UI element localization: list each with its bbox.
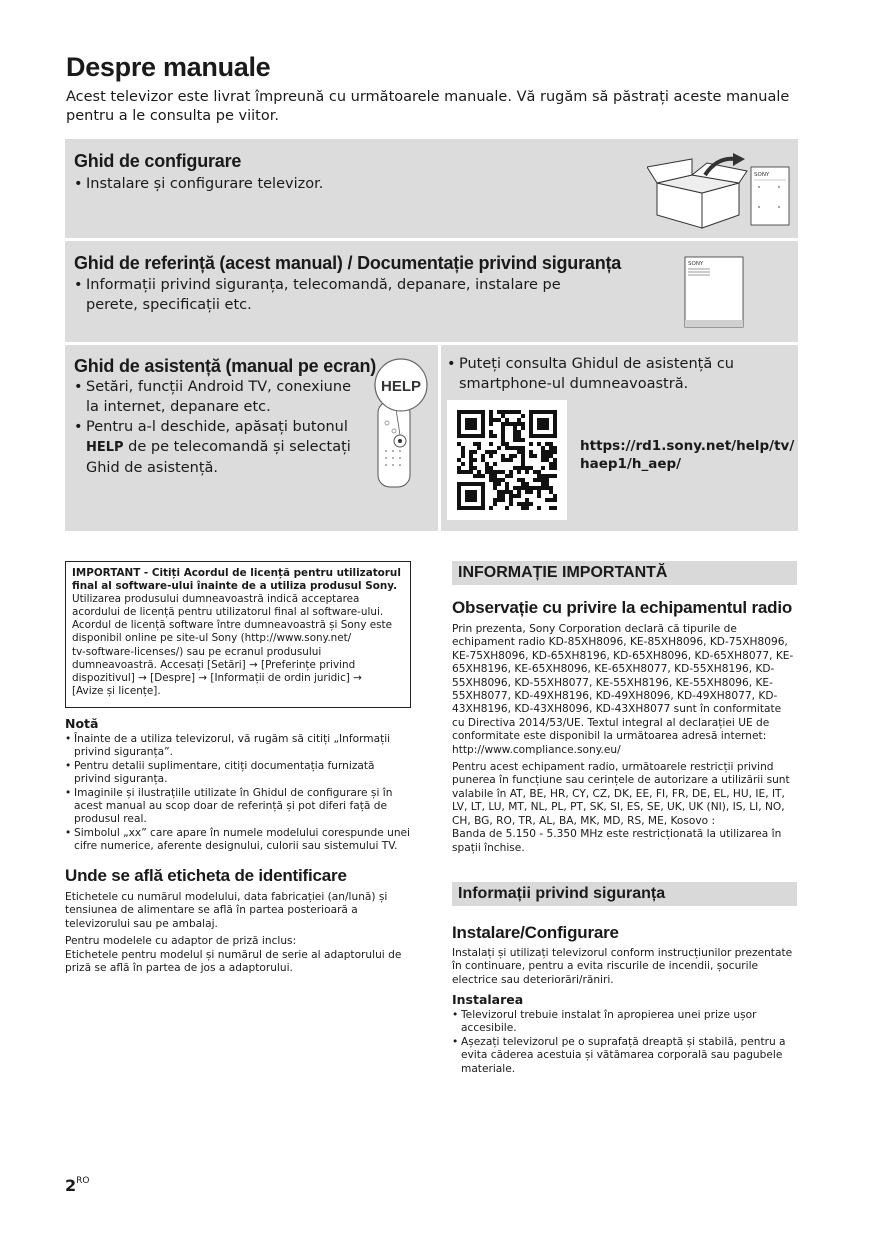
important-info-bar (452, 561, 797, 585)
note-list (65, 733, 410, 854)
reference-manual-illustration (684, 256, 746, 330)
license-notice-heading: IMPORTANT - Citiți Acordul de licență pentru utilizatorul final al software-ului înainte de a utiliza produsul Sony. (72, 567, 401, 593)
installation-item: • Așezați televizorul pe o suprafață dreaptă și stabilă, pentru a evita căderea acestuia și vătămarea corporală sau pagubele materiale. (452, 1036, 797, 1076)
radio-paragraph: Pentru acest echipament radio, următoarele restricții privind punerea în funcțiune sau cerințele de autorizare a utilizării sunt valabile în AT, BE, HR, CY, CZ, DK, EE, FI, FR, DE, EL, HU, IE, IT, LV, LT, LU, MT, NL, PL, PT, SK, SI, ES, SE, UK, UK (NI), IS, LI, NO, CH, BG, RO, TR, AL, BA, MK, MD, RS, ME, Kosovo : (452, 761, 790, 827)
help-guide-panel (65, 345, 438, 531)
install-paragraph: Instalați și utilizați televizorul conform instrucțiunilor prezentate în continuare, pentru a evita riscurile de incendii, șocurile electrice sau deteriorări/răniri. (452, 947, 793, 986)
installation-list (452, 1009, 797, 1076)
note-heading: Notă (65, 716, 99, 731)
help-qr-panel (441, 345, 798, 531)
safety-bar (452, 882, 797, 906)
license-notice-line: tv-software-licenses/) sau pe ecranul produsului (72, 645, 322, 658)
license-notice-line: [Avize și licențe]. (72, 684, 161, 697)
license-notice-line: dumneavoastră. Accesați [Setări] → [Preferințe privind (72, 658, 356, 671)
help-guide-bullet-2: • Pentru a-l deschide, apăsați butonul HELP de pe telecomandă și selectați Ghid de asistență. (74, 417, 364, 478)
reference-guide-panel (65, 241, 798, 342)
intro-text: Acest televizor este livrat împreună cu următoarele manuale. Vă rugăm să păstrați aceste manuale pentru a le consulta pe viitor. (66, 89, 790, 124)
safety-bar-label: Informații privind siguranța (458, 885, 666, 902)
box-and-manual-illustration (647, 153, 792, 233)
page-number: $2^{RO}$ (65, 1176, 90, 1195)
reference-guide-bullet: • Informații privind siguranța, telecomandă, depanare, instalare pe perete, specificații etc. (74, 275, 566, 315)
license-notice-line: dispozitivul] → [Despre] → [Informații de ordin juridic] → (72, 671, 362, 684)
license-notice-line: disponibil online pe site-ul Sony (http://www.sony.net/ (72, 632, 352, 645)
setup-guide-title: Ghid de configurare (74, 151, 242, 171)
setup-guide-panel (65, 139, 798, 238)
installation-subheading: Instalarea (452, 992, 524, 1007)
license-notice-line: Utilizarea produsului dumneavoastră indică acceptarea (72, 593, 360, 606)
note-item: • Înainte de a utiliza televizorul, vă rugăm să citiți „Informații privind siguranța”. (65, 733, 410, 760)
note-item: • Pentru detalii suplimentare, citiți documentația furnizată privind siguranța. (65, 760, 410, 787)
reference-guide-title: Ghid de referință (acest manual) / Documentație privind siguranța (74, 253, 622, 273)
qr-code[interactable] (447, 400, 567, 520)
important-info-bar-label: INFORMAȚIE IMPORTANTĂ (458, 564, 668, 581)
qr-code-icon (447, 400, 567, 520)
help-guide-title: Ghid de asistență (manual pe ecran) (74, 356, 377, 376)
radio-body (452, 623, 797, 855)
note-item: • Simbolul „xx” care apare în numele modelului corespunde unei cifre numerice, aferente designului, culorii sau sistemului TV. (65, 827, 410, 854)
license-notice-line: acordului de licență pentru utilizatorul final al software-ului. (72, 606, 384, 619)
label-section-body (65, 891, 410, 975)
reference-manual-brand: SONY (688, 261, 704, 267)
compliance-url[interactable]: http://www.compliance.sony.eu/ (452, 743, 621, 756)
license-notice-line: Acordul de licență software între dumneavoastră și Sony este (72, 619, 392, 632)
page-lang: RO (76, 1176, 90, 1186)
radio-paragraph: Banda de 5.150 - 5.350 MHz este restricționată la utilizarea în spații închise. (452, 828, 782, 854)
remote-control-illustration (371, 357, 433, 489)
help-url[interactable]: https://rd1.sony.net/help/tv/ haep1/h_aep/ (580, 438, 795, 472)
smartphone-bullet: • Puteți consulta Ghidul de asistență cu smartphone-ul dumneavoastră. (447, 354, 759, 394)
label-section-heading: Unde se află eticheta de identificare (65, 866, 347, 885)
label-paragraph: Etichetele pentru modelul și numărul de serie al adaptorului de priză se află în partea de jos a adaptorului. (65, 948, 402, 975)
radio-heading: Observație cu privire la echipamentul radio (452, 598, 793, 617)
help-key-label: HELP (86, 440, 124, 455)
page-title: Despre manuale (66, 52, 271, 82)
setup-guide-bullet: • Instalare și configurare televizor. (74, 174, 807, 194)
license-notice-box (65, 561, 411, 708)
help-badge: HELP (380, 378, 422, 395)
label-paragraph: Pentru modelele cu adaptor de priză inclus: (65, 935, 297, 948)
radio-paragraph: Prin prezenta, Sony Corporation declară că tipurile de echipament radio KD-85XH8096, KE-85XH8096, KD-75XH8096, KE-75XH8096, KD-65XH8196, KD-65XH8096, KD-65XH8077, KE-65XH8196, KE-65XH8096, KE-65XH8077, KD-55XH8196, KD-55XH8096, KD-55XH8077, KE-55XH8196, KE-55XH8096, KE-55XH8077, KD-49XH8196, KD-49XH8096, KD-49XH8077, KD-43XH8196, KD-43XH8096, KD-43XH8077 sunt în conformitate cu Directiva 2014/53/UE. Textul integral al declarației UE de conformitate este disponibil la următoarea adresă internet: (452, 623, 794, 743)
help-guide-bullet-1: • Setări, funcții Android TV, conexiune la internet, depanare etc. (74, 377, 364, 417)
note-item: • Imaginile și ilustrațiile utilizate în Ghidul de configurare și în acest manual au scop doar de referință și pot diferi față de produsul real. (65, 787, 410, 827)
install-heading: Instalare/Configurare (452, 923, 619, 942)
setup-manual-brand: SONY (754, 172, 770, 178)
label-paragraph: Etichetele cu numărul modelului, data fabricației (an/lună) și tensiunea de alimentare se află în partea posterioară a televizorului sau pe ambalaj. (65, 891, 388, 930)
installation-item: • Televizorul trebuie instalat în apropierea unei prize ușor accesibile. (452, 1009, 797, 1036)
